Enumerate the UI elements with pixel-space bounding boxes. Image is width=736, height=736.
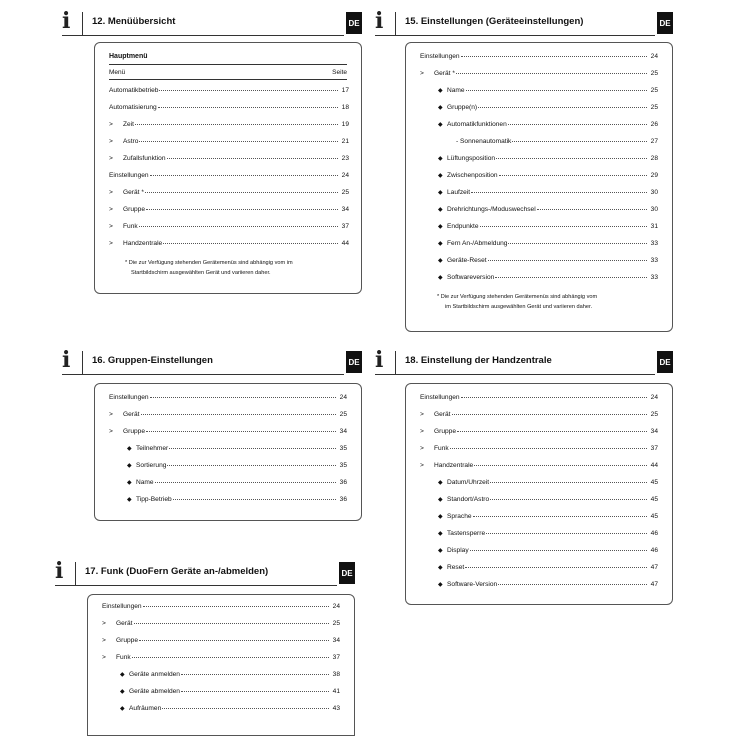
toc-entry-label: Automatikfunktionen	[447, 121, 507, 128]
diamond-bullet-icon: ◆	[438, 224, 443, 230]
toc-entry-label: Tipp-Betrieb	[136, 496, 172, 503]
dot-leader	[461, 56, 647, 57]
dot-leader	[488, 260, 647, 261]
section-menu-overview	[62, 6, 362, 36]
toc-row	[120, 671, 340, 682]
toc-row	[420, 462, 658, 473]
diamond-bullet-icon: ◆	[438, 207, 443, 213]
toc-row	[120, 688, 340, 699]
language-badge: DE	[657, 351, 673, 373]
chevron-right-icon: >	[102, 620, 106, 627]
toc-row	[109, 206, 349, 217]
toc-row	[420, 428, 658, 439]
chevron-right-icon: >	[109, 411, 113, 418]
toc-row	[438, 496, 658, 507]
dot-leader	[167, 158, 338, 159]
language-badge: DE	[657, 12, 673, 34]
toc-entry-label: Display	[447, 547, 469, 554]
dot-leader	[498, 584, 647, 585]
toc-entry-label: Name	[136, 479, 154, 486]
toc-row	[109, 223, 349, 234]
diamond-bullet-icon: ◆	[438, 480, 443, 486]
dot-leader	[139, 640, 329, 641]
dot-leader	[181, 691, 329, 692]
toc-entry-label: Einstellungen	[109, 172, 149, 179]
toc-entry-label: Fern An-/Abmeldung	[447, 240, 508, 247]
column-header-page: Seite	[332, 69, 347, 76]
page-number: 34	[339, 428, 347, 435]
page-number: 24	[650, 53, 658, 60]
chevron-right-icon: >	[102, 637, 106, 644]
page-number: 41	[332, 688, 340, 695]
page-number: 47	[650, 581, 658, 588]
dot-leader	[474, 465, 647, 466]
page-number: 28	[650, 155, 658, 162]
diamond-bullet-icon: ◆	[438, 514, 443, 520]
dot-leader	[173, 499, 336, 500]
dot-leader	[470, 550, 647, 551]
page-number: 34	[341, 206, 349, 213]
toc-row	[438, 581, 658, 592]
section-header	[375, 6, 673, 36]
page-number: 36	[339, 496, 347, 503]
toc-entry-label: Funk	[123, 223, 138, 230]
toc-entry-label: Datum/Uhrzeit	[447, 479, 490, 486]
page-number: 21	[341, 138, 349, 145]
page-number: 23	[341, 155, 349, 162]
diamond-bullet-icon: ◆	[438, 122, 443, 128]
toc-row	[420, 411, 658, 422]
dot-leader	[135, 124, 338, 125]
toc-row	[456, 138, 658, 149]
dot-leader	[508, 243, 647, 244]
section-header	[55, 556, 355, 586]
dot-leader	[181, 674, 329, 675]
toc-entry-label: Software-Version	[447, 581, 498, 588]
toc-entry-label: Teilnehmer	[136, 445, 169, 452]
chevron-right-icon: >	[109, 121, 113, 128]
dot-leader	[450, 448, 647, 449]
toc-entry-label: Aufräumen	[129, 705, 162, 712]
toc-row	[438, 257, 658, 268]
page-number: 44	[650, 462, 658, 469]
toc-entry-label: Standort/Astro	[447, 496, 490, 503]
diamond-bullet-icon: ◆	[438, 582, 443, 588]
page-number: 37	[332, 654, 340, 661]
divider	[395, 12, 396, 36]
menu-overview-box	[94, 42, 362, 294]
dot-leader	[145, 192, 338, 193]
page-number: 45	[650, 479, 658, 486]
toc-row	[102, 654, 340, 665]
toc-row	[109, 172, 349, 183]
footnote: * Die zur Verfügung stehenden Gerätemenüs sind abhängig vom	[437, 294, 598, 300]
language-badge: DE	[339, 562, 355, 584]
diamond-bullet-icon: ◆	[438, 190, 443, 196]
page-number: 45	[650, 496, 658, 503]
section-title: 17. Funk (DuoFern Geräte an-/abmelden)	[85, 566, 269, 577]
page-number: 30	[650, 189, 658, 196]
toc-row	[438, 172, 658, 183]
page-number: 18	[341, 104, 349, 111]
page-number: 24	[650, 394, 658, 401]
toc-entry-label: Automatikbetrieb	[109, 87, 159, 94]
dot-leader	[139, 141, 338, 142]
section-handset-settings	[375, 345, 673, 375]
diamond-bullet-icon: ◆	[438, 105, 443, 111]
page-number: 37	[650, 445, 658, 452]
dot-leader	[480, 226, 647, 227]
page-number: 33	[650, 240, 658, 247]
toc-entry-label: Zwischenposition	[447, 172, 498, 179]
page-number: 25	[332, 620, 340, 627]
divider	[82, 351, 83, 375]
toc-row	[127, 496, 347, 507]
toc-row	[109, 428, 347, 439]
column-header-menu: Menü	[109, 69, 126, 76]
chevron-right-icon: >	[420, 462, 424, 469]
toc-row	[109, 138, 349, 149]
info-icon: i	[375, 347, 384, 373]
language-badge: DE	[346, 12, 362, 34]
diamond-bullet-icon: ◆	[438, 173, 443, 179]
chevron-right-icon: >	[420, 445, 424, 452]
toc-entry-label: Einstellungen	[109, 394, 149, 401]
toc-entry-label: Funk	[434, 445, 449, 452]
footnote: Startbildschirm ausgewählten Gerät und variieren daher.	[131, 270, 271, 276]
toc-entry-label: Geräte abmelden	[129, 688, 180, 695]
toc-row	[438, 513, 658, 524]
toc-entry-label: Tastensperre	[447, 530, 486, 537]
footnote: * Die zur Verfügung stehenden Gerätemenüs sind abhängig vom im	[125, 260, 293, 266]
diamond-bullet-icon: ◆	[438, 531, 443, 537]
dot-leader	[471, 192, 647, 193]
dot-leader	[490, 499, 647, 500]
section-device-settings	[375, 6, 673, 36]
toc-row	[420, 70, 658, 81]
page-number: 34	[332, 637, 340, 644]
dot-leader	[452, 414, 648, 415]
diamond-bullet-icon: ◆	[438, 548, 443, 554]
toc-entry-label: Astro	[123, 138, 139, 145]
toc-row	[102, 603, 340, 614]
toc-row	[420, 394, 658, 405]
section-radio	[55, 556, 355, 586]
toc-row	[109, 240, 349, 251]
toc-entry-label: Gerät	[123, 411, 140, 418]
toc-row	[438, 240, 658, 251]
diamond-bullet-icon: ◆	[120, 706, 125, 712]
toc-row	[438, 530, 658, 541]
chevron-right-icon: >	[109, 223, 113, 230]
toc-entry-label: Gruppe	[434, 428, 456, 435]
page-number: 35	[339, 462, 347, 469]
toc-row	[109, 411, 347, 422]
page-number: 46	[650, 547, 658, 554]
toc-entry-label: Reset	[447, 564, 465, 571]
dot-leader	[495, 277, 647, 278]
dot-leader	[132, 657, 329, 658]
chevron-right-icon: >	[420, 411, 424, 418]
section-group-settings	[62, 345, 362, 375]
toc-row	[438, 223, 658, 234]
dot-leader	[537, 209, 647, 210]
toc-row	[438, 547, 658, 558]
chevron-right-icon: >	[109, 155, 113, 162]
dot-leader	[169, 448, 336, 449]
toc-row	[102, 620, 340, 631]
dot-leader	[146, 209, 338, 210]
toc-entry-label: Einstellungen	[420, 394, 460, 401]
toc-entry-label: Gruppe	[123, 206, 145, 213]
toc-entry-label: Einstellungen	[420, 53, 460, 60]
page-number: 37	[341, 223, 349, 230]
toc-entry-label: Softwareversion	[447, 274, 495, 281]
dot-leader	[478, 107, 647, 108]
toc-row	[420, 53, 658, 64]
dot-leader	[490, 482, 647, 483]
toc-row	[127, 479, 347, 490]
dot-leader	[139, 226, 338, 227]
page-number: 26	[650, 121, 658, 128]
chevron-right-icon: >	[109, 428, 113, 435]
toc-row	[438, 206, 658, 217]
toc-entry-label: Einstellungen	[102, 603, 142, 610]
toc-row	[438, 87, 658, 98]
toc-entry-label: Zufallsfunktion	[123, 155, 166, 162]
toc-row	[109, 121, 349, 132]
diamond-bullet-icon: ◆	[438, 88, 443, 94]
dot-leader	[146, 431, 336, 432]
page-number: 25	[339, 411, 347, 418]
diamond-bullet-icon: ◆	[438, 275, 443, 281]
dot-leader	[473, 516, 647, 517]
page-number: 17	[341, 87, 349, 94]
page-number: 35	[339, 445, 347, 452]
toc-entry-label: Endpunkte	[447, 223, 479, 230]
page-number: 36	[339, 479, 347, 486]
toc-row	[109, 189, 349, 200]
toc-entry-label: Gruppe	[123, 428, 145, 435]
toc-row	[127, 462, 347, 473]
chevron-right-icon: >	[109, 138, 113, 145]
toc-entry-label: Sortierung	[136, 462, 167, 469]
diamond-bullet-icon: ◆	[438, 497, 443, 503]
toc-row	[109, 155, 349, 166]
header-rule	[62, 35, 344, 36]
toc-entry-label: Sprache	[447, 513, 472, 520]
toc-entry-label: Gerät *	[123, 189, 144, 196]
page-number: 24	[341, 172, 349, 179]
toc-row	[109, 87, 349, 98]
page-number: 38	[332, 671, 340, 678]
dot-leader	[456, 73, 647, 74]
dot-leader	[496, 158, 647, 159]
page-number: 25	[341, 189, 349, 196]
dot-leader	[143, 606, 329, 607]
diamond-bullet-icon: ◆	[438, 241, 443, 247]
toc-entry-label: Drehrichtungs-/Moduswechsel	[447, 206, 536, 213]
toc-entry-label: - Sonnenautomatik	[456, 138, 512, 145]
toc-entry-label: Handzentrale	[123, 240, 163, 247]
toc-entry-label: Zeit	[123, 121, 134, 128]
section-header	[375, 345, 673, 375]
page-number: 33	[650, 274, 658, 281]
dot-leader	[465, 567, 647, 568]
chevron-right-icon: >	[109, 240, 113, 247]
device-settings-box	[405, 42, 673, 332]
diamond-bullet-icon: ◆	[120, 672, 125, 678]
dot-leader	[508, 124, 647, 125]
section-header	[62, 6, 362, 36]
section-title: 15. Einstellungen (Geräteeinstellungen)	[405, 16, 584, 27]
dot-leader	[457, 431, 647, 432]
toc-row	[420, 445, 658, 456]
info-icon: i	[375, 8, 384, 34]
section-title: 16. Gruppen-Einstellungen	[92, 355, 213, 366]
page-number: 30	[650, 206, 658, 213]
page-number: 24	[332, 603, 340, 610]
page-number: 25	[650, 104, 658, 111]
toc-entry-label: Lüftungsposition	[447, 155, 496, 162]
toc-row	[109, 394, 347, 405]
diamond-bullet-icon: ◆	[127, 480, 132, 486]
diamond-bullet-icon: ◆	[438, 156, 443, 162]
page-number: 31	[650, 223, 658, 230]
diamond-bullet-icon: ◆	[127, 446, 132, 452]
info-icon: i	[62, 347, 71, 373]
dot-leader	[150, 397, 336, 398]
page-number: 27	[650, 138, 658, 145]
dot-leader	[155, 482, 336, 483]
chevron-right-icon: >	[109, 206, 113, 213]
dot-leader	[159, 90, 338, 91]
diamond-bullet-icon: ◆	[120, 689, 125, 695]
header-rule	[375, 35, 655, 36]
toc-row	[109, 104, 349, 115]
diamond-bullet-icon: ◆	[127, 497, 132, 503]
info-icon: i	[55, 558, 64, 584]
dot-leader	[512, 141, 647, 142]
toc-entry-label: Laufzeit	[447, 189, 471, 196]
page-number: 25	[650, 70, 658, 77]
chevron-right-icon: >	[109, 189, 113, 196]
divider	[82, 12, 83, 36]
page-number: 44	[341, 240, 349, 247]
toc-entry-label: Geräte-Reset	[447, 257, 487, 264]
chevron-right-icon: >	[102, 654, 106, 661]
footnote: im Startbildschirm ausgewählten Gerät und variieren daher.	[445, 304, 593, 310]
toc-row	[127, 445, 347, 456]
toc-entry-label: Automatisierung	[109, 104, 157, 111]
toc-entry-label: Geräte anmelden	[129, 671, 180, 678]
section-title: 18. Einstellung der Handzentrale	[405, 355, 552, 366]
toc-row	[438, 121, 658, 132]
dot-leader	[158, 107, 338, 108]
page-number: 47	[650, 564, 658, 571]
diamond-bullet-icon: ◆	[438, 258, 443, 264]
page-number: 19	[341, 121, 349, 128]
toc-row	[438, 274, 658, 285]
toc-entry-label: Name	[447, 87, 465, 94]
toc-entry-label: Gerät *	[434, 70, 455, 77]
page-number: 25	[650, 411, 658, 418]
toc-row	[438, 155, 658, 166]
toc-entry-label: Gruppe(n)	[447, 104, 478, 111]
dot-leader	[466, 90, 647, 91]
page-number: 24	[339, 394, 347, 401]
page-number: 25	[650, 87, 658, 94]
chevron-right-icon: >	[420, 70, 424, 77]
language-badge: DE	[346, 351, 362, 373]
toc-entry-label: Gerät	[116, 620, 133, 627]
toc-row	[120, 705, 340, 716]
toc-entry-label: Gerät	[434, 411, 451, 418]
dot-leader	[486, 533, 647, 534]
toc-row	[438, 564, 658, 575]
toc-entry-label: Funk	[116, 654, 131, 661]
dot-leader	[162, 708, 329, 709]
toc-row	[438, 189, 658, 200]
header-rule	[109, 79, 347, 80]
dot-leader	[150, 175, 338, 176]
dot-leader	[499, 175, 647, 176]
toc-row	[102, 637, 340, 648]
page-number: 33	[650, 257, 658, 264]
title-rule	[109, 64, 347, 65]
toc-row	[438, 479, 658, 490]
dot-leader	[167, 465, 336, 466]
diamond-bullet-icon: ◆	[438, 565, 443, 571]
page-number: 46	[650, 530, 658, 537]
dot-leader	[461, 397, 647, 398]
chevron-right-icon: >	[420, 428, 424, 435]
header-rule	[375, 374, 655, 375]
diamond-bullet-icon: ◆	[127, 463, 132, 469]
page-number: 45	[650, 513, 658, 520]
divider	[75, 562, 76, 586]
page-number: 43	[332, 705, 340, 712]
dot-leader	[134, 623, 330, 624]
divider	[395, 351, 396, 375]
header-rule	[62, 374, 344, 375]
box-title: Hauptmenü	[109, 53, 148, 60]
toc-row	[438, 104, 658, 115]
info-icon: i	[62, 8, 71, 34]
dot-leader	[141, 414, 337, 415]
dot-leader	[163, 243, 338, 244]
section-title: 12. Menüübersicht	[92, 16, 176, 27]
page-number: 34	[650, 428, 658, 435]
section-header	[62, 345, 362, 375]
header-rule	[55, 585, 337, 586]
toc-entry-label: Gruppe	[116, 637, 138, 644]
toc-entry-label: Handzentrale	[434, 462, 474, 469]
page-number: 29	[650, 172, 658, 179]
